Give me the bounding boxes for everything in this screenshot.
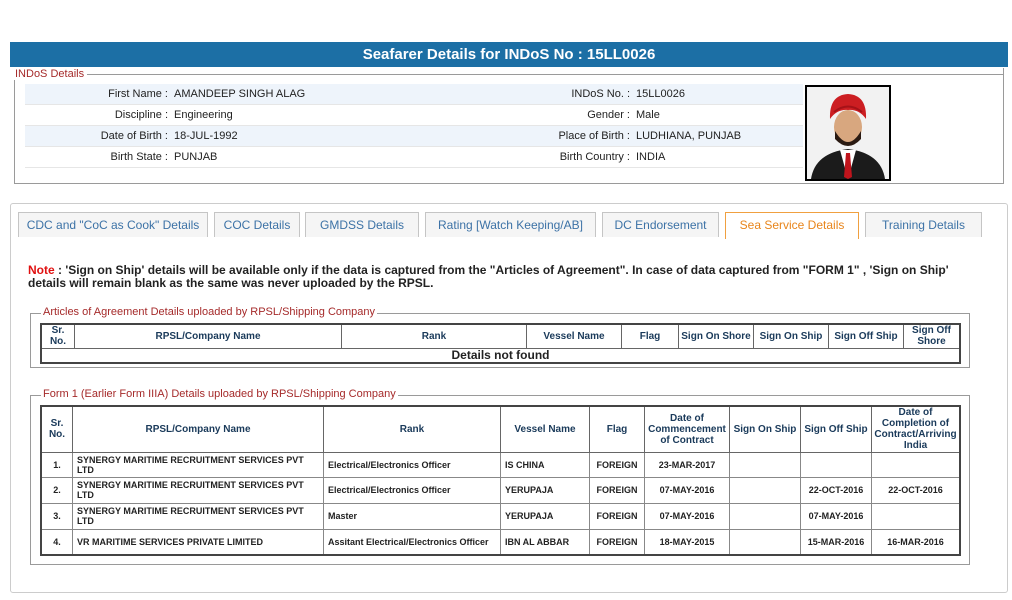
rank: Electrical/Electronics Officer [324,452,501,477]
col-sign-on-ship: Sign On Ship [730,406,801,452]
info-row [25,147,803,168]
sr-no: 2. [41,477,73,503]
col-sr-no: Sr. No. [41,324,75,348]
place-of-birth-value: LUDHIANA, PUNJAB [633,126,803,147]
vessel-name: IS CHINA [501,452,590,477]
sign-off-ship: 15-MAR-2016 [801,529,872,555]
tab-rating-details[interactable]: Rating [Watch Keeping/AB] [425,212,596,237]
flag: FOREIGN [590,477,645,503]
col-commencement: Date of Commencement of Contract [645,406,730,452]
sign-on-ship [730,452,801,477]
tab-training-details[interactable]: Training Details [865,212,982,237]
vessel-name: YERUPAJA [501,477,590,503]
gender-label: Gender : [477,105,633,126]
gender-value: Male [633,105,803,126]
completion-date [872,503,961,529]
col-sign-on-shore: Sign On Shore [679,324,754,348]
company-name: SYNERGY MARITIME RECRUITMENT SERVICES PVT LTD [73,477,324,503]
rank: Electrical/Electronics Officer [324,477,501,503]
sign-off-ship [801,452,872,477]
company-name: SYNERGY MARITIME RECRUITMENT SERVICES PVT LTD [73,503,324,529]
tab-coc-details[interactable]: COC Details [214,212,300,237]
commencement-date: 18-MAY-2015 [645,529,730,555]
flag: FOREIGN [590,452,645,477]
completion-date: 16-MAR-2016 [872,529,961,555]
completion-date: 22-OCT-2016 [872,477,961,503]
form1-table [40,405,961,556]
col-flag: Flag [590,406,645,452]
details-not-found: Details not found [41,348,960,363]
commencement-date: 07-MAY-2016 [645,503,730,529]
col-sr-no: Sr. No. [41,406,73,452]
company-name: SYNERGY MARITIME RECRUITMENT SERVICES PVT LTD [73,452,324,477]
sign-off-ship: 22-OCT-2016 [801,477,872,503]
place-of-birth-label: Place of Birth : [477,126,633,147]
col-sign-off-ship: Sign Off Ship [829,324,904,348]
sign-on-ship [730,477,801,503]
first-name-value: AMANDEEP SINGH ALAG [171,84,477,105]
birth-country-label: Birth Country : [477,147,633,168]
col-rank: Rank [342,324,527,348]
portrait-icon [807,87,889,179]
col-company-name: RPSL/Company Name [75,324,342,348]
first-name-label: First Name : [25,84,171,105]
table-row [41,529,960,555]
vessel-name: IBN AL ABBAR [501,529,590,555]
tab-sea-service-details[interactable]: Sea Service Details [725,212,859,239]
articles-table [40,323,961,364]
company-name: VR MARITIME SERVICES PRIVATE LIMITED [73,529,324,555]
col-vessel-name: Vessel Name [501,406,590,452]
vessel-name: YERUPAJA [501,503,590,529]
info-row [25,126,803,147]
info-row [25,84,803,105]
articles-header-row [41,324,960,348]
col-flag: Flag [622,324,679,348]
sr-no: 4. [41,529,73,555]
tab-dc-endorsement[interactable]: DC Endorsement [602,212,719,237]
flag: FOREIGN [590,503,645,529]
table-row [41,477,960,503]
articles-legend: Articles of Agreement Details uploaded by RPSL/Shipping Company [43,306,376,318]
indos-details-legend: INDoS Details [15,68,85,80]
indos-details-section [14,68,1004,184]
sr-no: 1. [41,452,73,477]
rank: Master [324,503,501,529]
table-row [41,452,960,477]
birth-state-label: Birth State : [25,147,171,168]
indos-info-table [25,84,803,168]
commencement-date: 23-MAR-2017 [645,452,730,477]
rank: Assitant Electrical/Electronics Officer [324,529,501,555]
tab-cdc-details[interactable]: CDC and "CoC as Cook" Details [18,212,208,237]
dob-value: 18-JUL-1992 [171,126,477,147]
completion-date [872,452,961,477]
commencement-date: 07-MAY-2016 [645,477,730,503]
col-completion: Date of Completion of Contract/Arriving India [872,406,961,452]
info-row [25,105,803,126]
table-row [41,503,960,529]
note-message [28,264,988,290]
articles-empty-row [41,348,960,363]
form1-header-row [41,406,960,452]
sign-off-ship: 07-MAY-2016 [801,503,872,529]
sign-on-ship [730,503,801,529]
col-company-name: RPSL/Company Name [73,406,324,452]
col-sign-on-ship: Sign On Ship [754,324,829,348]
col-vessel-name: Vessel Name [527,324,622,348]
seafarer-photo [805,85,891,181]
sr-no: 3. [41,503,73,529]
birth-state-value: PUNJAB [171,147,477,168]
discipline-label: Discipline : [25,105,171,126]
indos-no-value: 15LL0026 [633,84,803,105]
note-label: Note [28,263,55,277]
sign-on-ship [730,529,801,555]
birth-country-value: INDIA [633,147,803,168]
discipline-value: Engineering [171,105,477,126]
indos-no-label: INDoS No. : [477,84,633,105]
tab-gmdss-details[interactable]: GMDSS Details [305,212,419,237]
dob-label: Date of Birth : [25,126,171,147]
note-text: : 'Sign on Ship' details will be available only if the data is captured from the "Articles of Agreement". In case of data captured from "FORM 1" , 'Sign on Ship' details will remain blank as the same was never uploaded by the RPSL. [28,263,949,290]
form1-legend: Form 1 (Earlier Form IIIA) Details uploaded by RPSL/Shipping Company [43,388,396,400]
page-title: Seafarer Details for INDoS No : 15LL0026 [10,42,1008,67]
col-sign-off-shore: Sign Off Shore [904,324,961,348]
col-rank: Rank [324,406,501,452]
flag: FOREIGN [590,529,645,555]
col-sign-off-ship: Sign Off Ship [801,406,872,452]
